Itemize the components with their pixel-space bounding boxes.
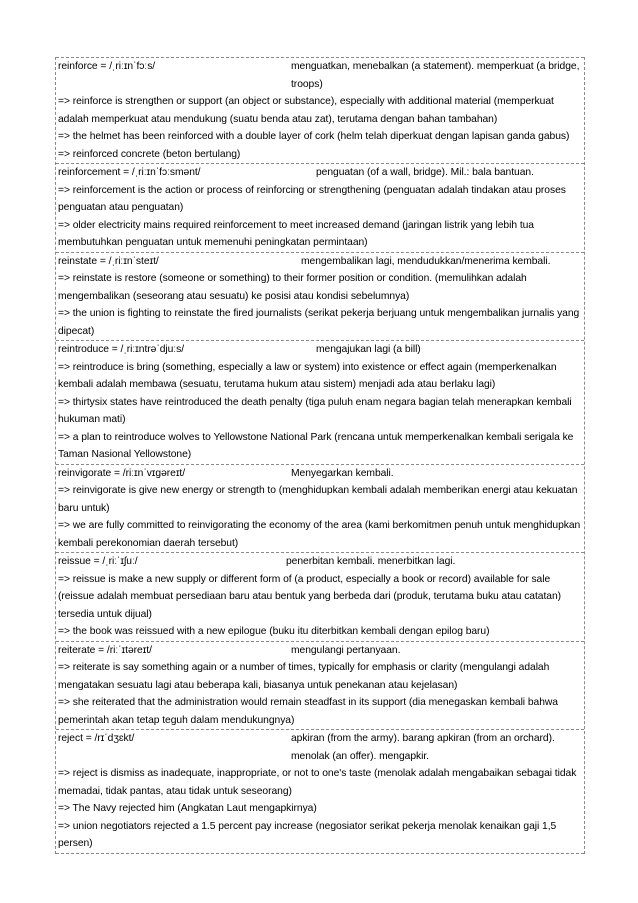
example-line: => reinforced concrete (beton bertulang) <box>58 148 241 160</box>
entry-headline <box>58 465 583 483</box>
headword-meaning: mengulangi pertanyaan. <box>291 644 401 656</box>
definition-line: => reinvigorate is give new energy or strength to (menghidupkan kembali adalah memberikan energi atau kekuatan baru untuk) <box>58 485 578 514</box>
entry-reject <box>56 729 584 854</box>
entry-headline <box>58 164 583 182</box>
definition-line: => reissue is make a new supply or different form of (a product, especially a book or record) available for sale (reissue adalah membuat persediaan baru atau bentuk yang berbeda dari (produk, terutama buku atau catatan) tersedia untuk dijual) <box>58 573 562 620</box>
example-line: => union negotiators rejected a 1.5 percent pay increase (negosiator serikat pekerja menolak kenaikan gaji 1,5 persen) <box>58 820 557 849</box>
definition-line: => reject is dismiss as inadequate, inappropriate, or not to one's taste (menolak adalah mengabaikan sebagai tidak memadai, tidak pantas, atau tidak untuk seseorang) <box>58 768 577 797</box>
entry-headline <box>58 58 583 93</box>
entry-headline <box>58 341 583 359</box>
example-line: => a plan to reintroduce wolves to Yellowstone National Park (rencana untuk memperkenalkan kembali serigala ke Taman Nasional Yellowstone) <box>58 431 574 460</box>
headword-pronunciation: reject = /rɪˈdʒɛkt/ <box>58 733 135 744</box>
entry-reintroduce <box>56 340 584 464</box>
example-line: => she reiterated that the administration would remain steadfast in its support (dia menegaskan kembali bahwa pemerintah akan tetap teguh dalam mendukungnya) <box>58 697 558 726</box>
entry-reinstate <box>56 252 584 341</box>
definition-line: => reintroduce is bring (something, especially a law or system) into existence or effect again (memperkenalkan kembali adalah membawa (sesuatu, terutama hukum atau sistem) menjadi ada atau berlaku lagi) <box>58 361 557 390</box>
headword-meaning: menguatkan, menebalkan (a statement). memperkuat (a bridge, troops) <box>291 61 580 90</box>
headword-pronunciation: reintroduce = /ˌriːɪntrəˈdjuːs/ <box>58 344 185 355</box>
headword-meaning: mengajukan lagi (a bill) <box>316 344 421 355</box>
entry-reinvigorate <box>56 464 584 553</box>
entry-reissue <box>56 552 584 641</box>
example-line: => the union is fighting to reinstate the fired journalists (serikat pekerja berjuang untuk mengembalikan jurnalis yang dipecat) <box>58 308 580 337</box>
entry-headline <box>58 730 583 765</box>
entry-reinforcement <box>56 163 584 252</box>
example-line: => The Navy rejected him (Angkatan Laut mengapkirnya) <box>58 803 317 814</box>
definition-line: => reinstate is restore (someone or something) to their former position or condition. (memulihkan adalah mengembalikan (seseorang atau sesuatu) ke posisi atau kondisi sebelumnya) <box>58 273 527 302</box>
headword-pronunciation: reinstate = /ˌriːɪnˈsteɪt/ <box>58 255 159 267</box>
definition-line: => reinforce is strengthen or support (an object or substance), especially with additional material (memperkuat adalah memperkuat atau mendukung (suatu benda atau zat), terutama dengan bahan tambahan) <box>58 96 554 125</box>
definition-line: => reiterate is say something again or a number of times, typically for emphasis or clarity (mengulangi adalah mengatakan sesuatu lagi atau beberapa kali, biasanya untuk penekanan atau kejelasan) <box>58 662 550 691</box>
example-line: => the helmet has been reinforced with a double layer of cork (helm telah diperkuat dengan lapisan ganda gabus) <box>58 131 570 142</box>
headword-meaning: penguatan (of a wall, bridge). Mil.: bala bantuan. <box>316 167 534 178</box>
headword-meaning: mengembalikan lagi, mendudukkan/menerima kembali. <box>301 255 551 267</box>
entry-reiterate <box>56 641 584 730</box>
entry-headline <box>58 642 583 660</box>
headword-meaning: Menyegarkan kembali. <box>291 467 394 479</box>
example-line: => older electricity mains required reinforcement to meet increased demand (jaringan listrik yang lebih tua membutuhkan penguatan untuk memenuhi peningkatan permintaan) <box>58 219 534 248</box>
definition-line: => reinforcement is the action or process of reinforcing or strengthening (penguatan adalah tindakan atau proses penguatan atau penguatan) <box>58 184 566 213</box>
headword-meaning: penerbitan kembali. menerbitkan lagi. <box>286 556 456 567</box>
headword-meaning: apkiran (from the army). barang apkiran (from an orchard). menolak (an offer). mengapkir. <box>291 733 555 762</box>
example-line: => we are fully committed to reinvigorating the economy of the area (kami berkomitmen penuh untuk menghidupkan kembali perekonomian daerah tersebut) <box>58 520 581 549</box>
entry-headline <box>58 253 583 271</box>
headword-pronunciation: reinvigorate = /riːɪnˈvɪɡəreɪt/ <box>58 467 186 479</box>
headword-pronunciation: reinforce = /ˌriːɪnˈfɔːs/ <box>58 61 156 72</box>
example-line: => the book was reissued with a new epilogue (buku itu diterbitkan kembali dengan epilog baru) <box>58 626 490 637</box>
headword-pronunciation: reinforcement = /ˌriːɪnˈfɔːsmənt/ <box>58 167 201 178</box>
headword-pronunciation: reissue = /ˌriːˈɪʃuː/ <box>58 556 138 567</box>
example-line: => thirtysix states have reintroduced the death penalty (tiga puluh enam negara bagian telah menerapkan kembali hukuman mati) <box>58 396 572 425</box>
vocabulary-document <box>55 57 585 854</box>
entry-headline <box>58 553 583 571</box>
headword-pronunciation: reiterate = /riːˈɪtəreɪt/ <box>58 644 152 656</box>
entry-reinforce <box>56 57 584 163</box>
